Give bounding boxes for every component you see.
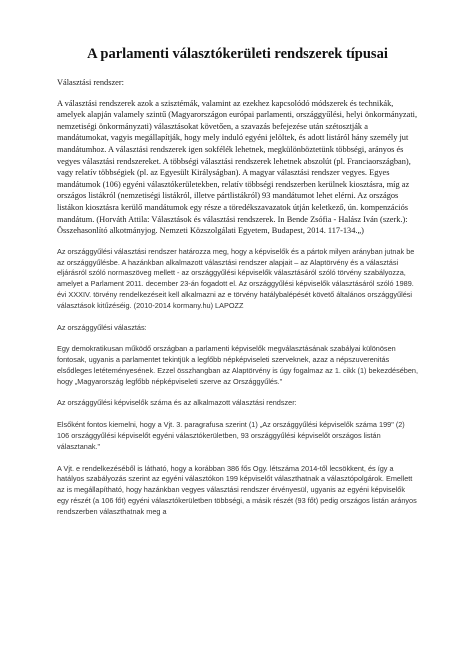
paragraph-4: A Vjt. e rendelkezéséből is látható, hogy a korábban 386 fős Ogy. létszáma 2014-től lecsökkent, és így a hatályos szabályozás szerint az egyéni választókon 199 képviselőt választhatnak a választópolgárok. Emellett az is megállapítható, hogy hazánkban vegyes választási rendszer érvényesül, ugyanis az egyéni képviselők egy részét (a 106 főt) egyéni választókerületben többségi, a másik részét (93 főt) pedig országos listán arányos rendszerben választhatnak meg a: [57, 463, 417, 516]
serif-section: [57, 77, 418, 237]
paragraph-1: Az országgyűlési választási rendszer határozza meg, hogy a képviselők és a pártok milyen arányban jutnak be az országgyűlésbe. A hazánkban alkalmazott választási rendszer alapjait – az Alaptörvény és a választási eljárásról szóló normaszöveg mellett - az országgyűlési képviselők választásáról szóló törvény szabályozza, amelyet a Parlament 2011. december 23-án fogadott el. Az országgyűlési képviselők választásáról szóló 1989. évi XXXIV. törvény rendelkezéseit kell alkalmazni az e törvény hatálybalépését követő általános országgyűlési választások kitűzéséig. (2010-2014 kormany.hu) LAPOZZ: [57, 246, 415, 310]
paragraph-3: Elsőként fontos kiemelni, hogy a Vjt. 3. paragrafusa szerint (1) „Az országgyűlési képviselők száma 199" (2) 106 országgyűlési képviselőt egyéni választókerületben, 93 országgyűlési képviselőt országos listán választanak.": [57, 420, 405, 451]
document-title: A parlamenti választókerületi rendszerek típusai: [87, 46, 388, 62]
section-label: Választási rendszer:: [57, 78, 124, 87]
heading-1: Az országgyűlési választás:: [57, 322, 147, 332]
heading-2: Az országgyűlési képviselők száma és az alkalmazott választási rendszer:: [57, 398, 297, 408]
paragraph-2: Egy demokratikusan működő országban a parlamenti képviselők megválasztásának szabályai különösen fontosak, ugyanis a parlamentet tekintjük a legfőbb népképviseleti szerveknek, azaz a népszuverenitás elsődleges letéteményesének. Ezzel összhangban az Alaptörvény is úgy fogalmaz az 1. cikk (1) bekezdésében, hogy „Magyarország legfőbb népképviseleti szerve az Országgyűlés.": [57, 344, 418, 386]
sans-section: [57, 247, 418, 518]
intro-paragraph: A választási rendszerek azok a szisztémák, valamint az ezekhez kapcsolódó módszerek és technikák, amelyek alapján valamely szintű (Magyarországon európai parlamenti, országgyűlési, helyi önkormányzati, nemzetiségi önkormányzati) választásokat követően, a szavazás befejezése után szétosztják a mandátumokat, vagyis megállapítják, hogy mely induló egyéni jelöltek, és adott listáról hány személy jut mandátumhoz. A választási rendszerek igen sokfélék lehetnek, megkülönböztetünk többségi, arányos és vegyes választási rendszereket. A többségi választási rendszerek lehetnek abszolút (pl. Franciaországban), vagy relatív többségiek (pl. az Egyesült Királyságban). A magyar választási rendszer vegyes. Egyes mandátumok (106) egyéni választókerületekben, relatív többségi rendszerben kerülnek kiosztásra, míg az országos listákról (nemzetiségi listákról, illetve pártlistákról) 93 mandátumot lehet elérni. Az országos listákon kiosztásra kerülő mandátumok egy része a töredékszavazatok útján keletkező, ún. kompenzációs mandátum. (Horváth Attila: Választások és választási rendszerek. In Bende Zsófia - Halász Iván (szerk.): Összehasonlító alkotmányjog. Nemzeti Közszolgálati Egyetem, Budapest, 2014. 117-134.„): [57, 98, 418, 236]
